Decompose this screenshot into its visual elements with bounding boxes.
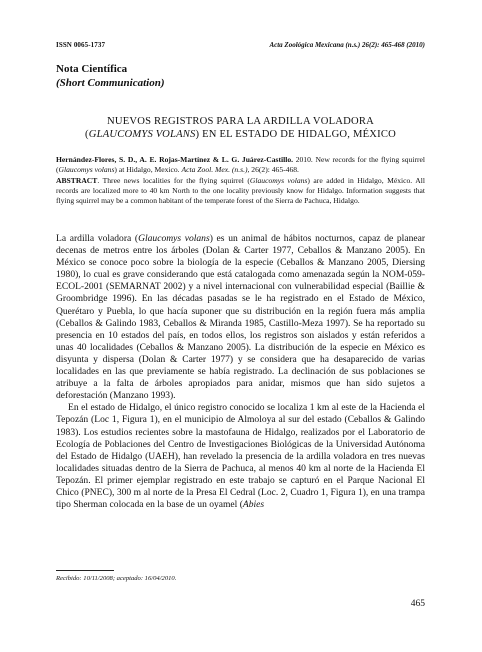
title-line-2-rest: ) EN EL ESTADO DE HIDALGO, MÉXICO [195, 129, 396, 140]
title-species: GLAUCOMYS VOLANS [88, 129, 196, 140]
article-title [56, 115, 425, 141]
footnote-divider [56, 570, 114, 571]
section-label-es: Nota Científica [56, 63, 128, 75]
received-date: Recibido: 10/11/2008; aceptado: 16/04/2010. [56, 575, 177, 582]
section-label [56, 62, 165, 90]
paragraph-1-start: La ardilla voladora ( [56, 233, 139, 244]
citation-species: Glaucomys volans [58, 165, 115, 175]
paragraph-2-text: En el estado de Hidalgo, el único registro conocido se localiza 1 km al este de la Hacienda el Tepozán (Loc 1, Figura 1), en el municipio de Almoloya al sur del estado (Ceballos & Galindo 1983). Los estudios recientes sobre la mastofauna de Hidalgo, realizados por el Laboratorio de Ecología de Poblaciones del Centro de Investigaciones Biológicas de la Universidad Autónoma del Estado de Hidalgo (UAEH), han revelado la presencia de la ardilla voladora en tres nuevas localidades situadas dentro de la Sierra de Pachuca, al menos 40 km al norte de la Hacienda El Tepozán. El primer ejemplar registrado en este trabajo se capturó en el Parque Nacional El Chico (PNEC), 300 m al norte de la Presa El Cedral (Loc. 2, Cuadro 1, Figura 1), en una trampa tipo Sherman colocada en la base de un oyamel ( [56, 402, 425, 511]
citation-ref-2: ) at Hidalgo, Mexico. [114, 165, 182, 175]
citation-journal: Acta Zool. Mex. (n.s.), [181, 165, 250, 175]
abstract-text-2: ) are added in Hidalgo, México. All records are localized more to 40 km North to the one locality previously know for Hidalgo. Information suggests that flying squirrel may be a common habitant of the temperate forest of the Sierra de Pachuca, Hidalgo. [56, 175, 425, 206]
citation-block [56, 155, 425, 206]
title-line-2 [56, 128, 425, 141]
title-line-1: NUEVOS REGISTROS PARA LA ARDILLA VOLADORA [107, 116, 374, 127]
journal-citation-header: Acta Zoológica Mexicana (n.s.) 26(2): 465-468 (2010) [269, 41, 425, 49]
article-body [56, 233, 425, 511]
paragraph-1-rest: ) es un animal de hábitos nocturnos, capaz de planear decenas de metros entre los árboles (Dolan & Carter 1977, Ceballos & Manzano 2005). En México se conoce poco sobre la biología de la especie (Ceballos & Manzano 2005, Diersing 1980), lo cual es grave considerando que está catalogada como amenazada según la NOM-059-ECOL-2001 (SEMARNAT 2002) y a nivel internacional con vulnerabilidad especial (Baillie & Groombridge 1996). En las décadas pasadas se le ha registrado en el Estado de México, Querétaro y Puebla, lo que hacía suponer que su distribución en la región fuera más amplia (Ceballos & Galindo 1983, Ceballos & Miranda 1985, Castillo-Meza 1997). Se ha reportado su presencia en 10 estados del país, en todos ellos, los registros son aislados y están referidos a unas 40 localidades (Ceballos & Manzano 2005). La distribución de la especie en México es disyunta y dispersa (Dolan & Carter 1977) y se considera que ha desaparecido de varias localidades en las que previamente se había registrado. La declinación de sus poblaciones se atribuye a la falta de árboles apropiados para anidar, mismos que han sido sujetos a deforestación (Manzano 1993). [56, 233, 426, 402]
paragraph-1-species: Glaucomys volans [138, 233, 210, 244]
abstract-label: ABSTRACT [56, 175, 98, 185]
section-label-en: (Short Communication) [56, 77, 165, 89]
citation-authors: Hernández-Flores, S. D., A. E. Rojas-Martínez & L. G. Juárez-Castillo. [56, 155, 294, 164]
abstract-text-1: . Three news localities for the flying squirrel ( [97, 175, 250, 185]
running-header [56, 41, 425, 53]
citation-ref-3: 26(2): 465-468. [249, 165, 299, 175]
title-paren: ( [85, 129, 89, 140]
paragraph-1 [56, 233, 425, 402]
page-number: 465 [410, 599, 425, 609]
paragraph-2-italic: Abies [242, 499, 265, 511]
citation-ref-1: 2010. New records for the flying squirrel ( [56, 155, 425, 175]
abstract-species: Glaucomys volans [249, 175, 308, 185]
abstract [56, 176, 425, 207]
citation [56, 155, 425, 176]
issn: ISSN 0065-1737 [56, 41, 106, 49]
paragraph-2 [56, 402, 425, 511]
